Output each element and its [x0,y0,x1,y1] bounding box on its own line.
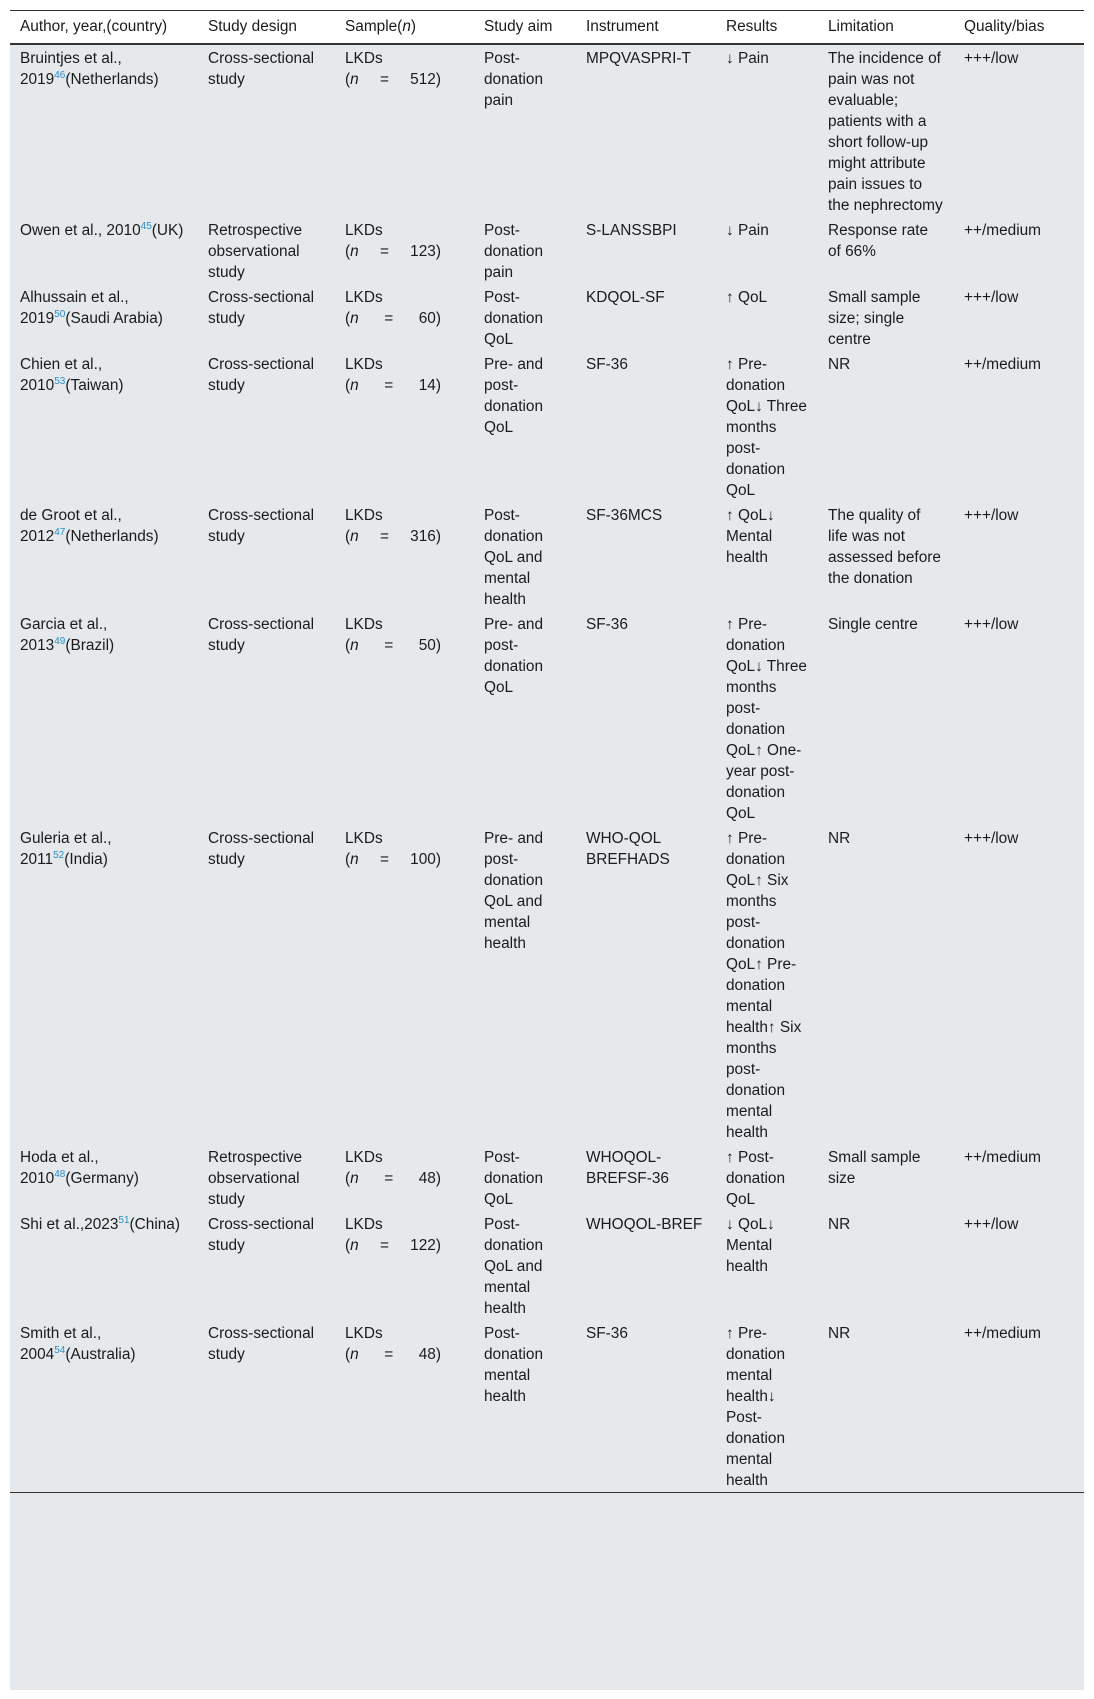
cell-instrument: WHOQOL-BREFSF-36 [586,1149,669,1187]
table-row [10,825,1084,1144]
cell-limitation: NR [828,356,851,373]
table-row [10,611,1084,825]
author-country: (Saudi Arabia) [65,310,163,327]
cell-results: ↑ QoL [726,289,768,306]
header-results: Results [716,11,818,45]
cell-instrument: SF-36 [586,616,628,633]
sample-label: LKDs [345,222,383,239]
cell-study-design: Cross-sectional study [208,616,315,654]
cell-sample: LKDs (n = 48) [335,1320,474,1493]
cell-quality-bias: +++/low [964,1216,1019,1233]
sample-size: 123 [410,243,436,260]
cell-sample: LKDs (n = 316) [335,502,474,611]
table-row [10,502,1084,611]
cell-instrument: SF-36 [576,1320,716,1493]
cell-sample: LKDs (n = 122) [335,1211,474,1320]
cell-sample: LKDs (n = 14) [335,351,474,502]
sample-label: LKDs [345,1325,383,1342]
cell-limitation: Small sample size; single centre [828,289,921,348]
cell-results: ↓ Pain [726,50,769,67]
cell-sample: LKDs (n = 100) [335,825,474,1144]
sample-size: 122 [410,1237,436,1254]
cell-limitation: NR [828,1216,851,1233]
reference-link[interactable]: 54 [54,1344,66,1356]
cell-study-aim: Post-donation QoL and mental health [484,507,544,608]
sample-label: LKDs [345,1149,383,1166]
cell-study-design: Retrospective observational study [208,1149,303,1208]
sample-size: 50 [418,637,436,654]
table-row [10,1144,1084,1211]
cell-sample: LKDs (n = 60) [335,284,474,351]
cell-author [10,502,198,611]
cell-results: ↑ QoL↓ Mental health [726,507,775,566]
header-author: Author, year,(country) [10,11,198,45]
table-row [10,351,1084,502]
author-text: Owen et al., 2010 [20,222,141,239]
cell-results: ↑ Pre-donation QoL↓ Three months post-donation QoL↑ One-year post-donation QoL [726,616,807,822]
author-text: Chien et al., 2010 [20,356,103,394]
author-text: Smith et al., 2004 [20,1325,102,1363]
cell-results: ↑ Pre-donation mental health↓ Post-donation mental health [716,1320,818,1493]
author-country: (Australia) [65,1346,136,1363]
cell-sample: LKDs (n = 48) [335,1144,474,1211]
reference-link[interactable]: 52 [53,849,65,861]
sample-size: 48 [418,1346,436,1363]
author-country: (Netherlands) [65,71,159,88]
sample-label: LKDs [345,356,383,373]
reference-link[interactable]: 45 [140,220,152,232]
cell-author [10,1211,198,1320]
author-country: (India) [64,851,108,868]
sample-size: 100 [410,851,436,868]
author-text: Garcia et al., 2013 [20,616,108,654]
sample-label: LKDs [345,616,383,633]
cell-results: ↓ Pain [726,222,769,239]
table-row [10,1211,1084,1320]
header-quality-bias: Quality/bias [954,11,1084,45]
author-text: Guleria et al., 2011 [20,830,112,868]
cell-study-design: Cross-sectional study [208,50,315,88]
author-country: (Taiwan) [65,377,124,394]
cell-author [10,825,198,1144]
cell-limitation: Single centre [828,616,918,633]
cell-quality-bias: +++/low [964,289,1019,306]
sample-size: 512 [410,71,436,88]
cell-quality-bias: ++/medium [964,222,1041,239]
header-limitation: Limitation [818,11,954,45]
sample-label: LKDs [345,830,383,847]
cell-results: ↓ QoL↓ Mental health [726,1216,775,1275]
reference-link[interactable]: 48 [54,1168,66,1180]
cell-author [10,611,198,825]
header-study-design: Study design [198,11,335,45]
author-text: Shi et al.,2023 [20,1216,119,1233]
cell-study-aim: Post-donation QoL [484,1149,544,1208]
cell-instrument: S-LANSSBPI [586,222,677,239]
cell-instrument: MPQVASPRI-T [586,50,691,67]
cell-limitation: NR [818,1320,954,1493]
author-country: (UK) [151,222,184,239]
table-row [10,217,1084,284]
table-row [10,284,1084,351]
cell-study-aim: Post-donation mental health [474,1320,576,1493]
cell-results: ↑ Pre-donation QoL↓ Three months post-donation QoL [726,356,807,499]
cell-quality-bias: +++/low [964,830,1019,847]
cell-sample: LKDs (n = 123) [335,217,474,284]
cell-quality-bias: ++/medium [964,1149,1041,1166]
cell-study-aim: Post-donation pain [484,222,544,281]
cell-study-aim: Pre- and post-donation QoL [484,356,544,436]
sample-size: 48 [418,1170,436,1187]
cell-study-design: Cross-sectional study [208,830,315,868]
cell-limitation: Response rate of 66% [828,222,929,260]
reference-link[interactable]: 47 [54,526,66,538]
cell-instrument: SF-36 [586,356,628,373]
author-country: (Germany) [65,1170,139,1187]
cell-author [10,1144,198,1211]
cell-limitation: The quality of life was not assessed before the donation [828,507,941,587]
table-row [10,1320,1084,1493]
table-body [10,44,1084,1493]
author-country: (China) [129,1216,180,1233]
cell-instrument: WHO-QOL BREFHADS [586,830,670,868]
sample-size: 14 [418,377,436,394]
cell-author [10,351,198,502]
cell-instrument: KDQOL-SF [586,289,665,306]
cell-study-design: Cross-sectional study [208,356,315,394]
study-table-container [10,10,1084,1690]
cell-study-aim: Post-donation pain [484,50,544,109]
sample-size: 316 [410,528,436,545]
reference-link[interactable]: 53 [54,375,66,387]
reference-link[interactable]: 49 [54,635,66,647]
cell-limitation: NR [828,830,851,847]
sample-label: LKDs [345,289,383,306]
cell-study-design: Cross-sectional study [198,1320,335,1493]
cell-author [10,1320,198,1493]
author-country: (Netherlands) [65,528,159,545]
cell-study-design: Cross-sectional study [208,507,315,545]
cell-author [10,217,198,284]
cell-quality-bias: +++/low [964,616,1019,633]
reference-link[interactable]: 50 [54,308,66,320]
cell-results: ↑ Post-donation QoL [726,1149,786,1208]
cell-limitation: Small sample size [828,1149,921,1187]
sample-label: LKDs [345,507,383,524]
sample-label: LKDs [345,50,383,67]
author-text: de Groot et al., 2012 [20,507,122,545]
study-table [10,10,1084,1493]
cell-instrument: WHOQOL-BREF [586,1216,703,1233]
cell-sample: LKDs (n = 50) [335,611,474,825]
cell-study-aim: Post-donation QoL and mental health [484,1216,544,1317]
sample-label: LKDs [345,1216,383,1233]
table-header-row [10,11,1084,45]
header-study-aim: Study aim [474,11,576,45]
table-row [10,44,1084,217]
author-text: Hoda et al., 2010 [20,1149,99,1187]
cell-study-aim: Post-donation QoL [484,289,544,348]
cell-results: ↑ Pre-donation QoL↑ Six months post-donation QoL↑ Pre-donation mental health↑ Six months post-donation mental health [726,830,802,1141]
cell-sample: LKDs (n = 512) [335,44,474,217]
sample-size: 60 [418,310,436,327]
cell-study-aim: Pre- and post-donation QoL and mental health [484,830,544,952]
cell-study-design: Cross-sectional study [208,1216,315,1254]
cell-study-aim: Pre- and post-donation QoL [484,616,544,696]
cell-quality-bias: +++/low [964,50,1019,67]
header-sample: Sample(n) [335,11,474,45]
cell-instrument: SF-36MCS [586,507,663,524]
cell-quality-bias: ++/medium [954,1320,1084,1493]
author-text: Bruintjes et al., 2019 [20,50,122,88]
cell-quality-bias: ++/medium [964,356,1041,373]
author-country: (Brazil) [65,637,115,654]
cell-limitation: The incidence of pain was not evaluable; patients with a short follow-up might attribute pain issues to the nephrectomy [828,50,943,214]
cell-author [10,284,198,351]
cell-study-design: Retrospective observational study [208,222,303,281]
cell-author [10,44,198,217]
header-instrument: Instrument [576,11,716,45]
reference-link[interactable]: 46 [54,69,66,81]
author-text: Alhussain et al., 2019 [20,289,129,327]
cell-quality-bias: +++/low [964,507,1019,524]
cell-study-design: Cross-sectional study [208,289,315,327]
reference-link[interactable]: 51 [118,1214,130,1226]
